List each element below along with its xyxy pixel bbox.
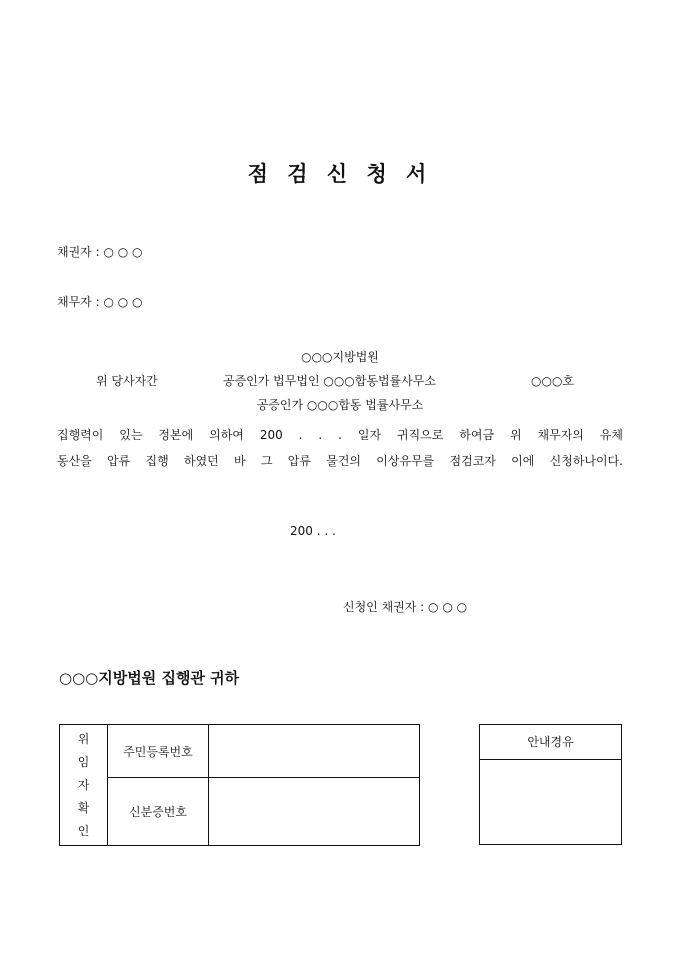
notary-line-2: 공증인가 ○○○합동 법률사무소	[256, 398, 424, 412]
notary-line-1: 공증인가 법무법인 ○○○합동법률사무소	[223, 374, 436, 388]
notice-header: 안내경유	[480, 725, 621, 760]
body-line-1: 집행력이 있는 정본에 의하여 200 . . . 일자 귀직으로 하여금 위 채무자의 유체	[57, 428, 623, 442]
resident-number-field[interactable]	[209, 725, 420, 778]
delegate-confirmation-table	[59, 724, 420, 846]
notice-body[interactable]	[480, 760, 621, 844]
creditor-line: 채권자 : ○ ○ ○	[57, 245, 143, 259]
delegate-confirmation-label	[60, 725, 108, 846]
date-line: 200 . . .	[290, 524, 336, 538]
court-line: ○○○지방법원	[301, 350, 379, 364]
addressee: ○○○지방법원 집행관 귀하	[59, 669, 240, 687]
id-card-number-label: 신분증번호	[108, 778, 209, 846]
debtor-line: 채무자 : ○ ○ ○	[57, 295, 143, 309]
label-char: 확	[77, 800, 90, 815]
body-line-2: 동산을 압류 집행 하였던 바 그 압류 물건의 이상유무를 점검코자 이에 신청하나이다.	[57, 454, 623, 468]
resident-number-label: 주민등록번호	[108, 725, 209, 778]
notice-box	[479, 724, 622, 845]
document-title: 점 검 신 청 서	[247, 161, 433, 186]
parties-label: 위 당사자간	[96, 374, 158, 388]
label-char: 인	[77, 823, 90, 838]
id-card-number-field[interactable]	[209, 778, 420, 846]
label-char: 위	[77, 731, 90, 746]
label-char: 자	[77, 777, 90, 792]
applicant-line: 신청인 채권자 : ○ ○ ○	[343, 600, 468, 614]
case-number: ○○○호	[531, 374, 575, 388]
label-char: 임	[77, 754, 90, 769]
